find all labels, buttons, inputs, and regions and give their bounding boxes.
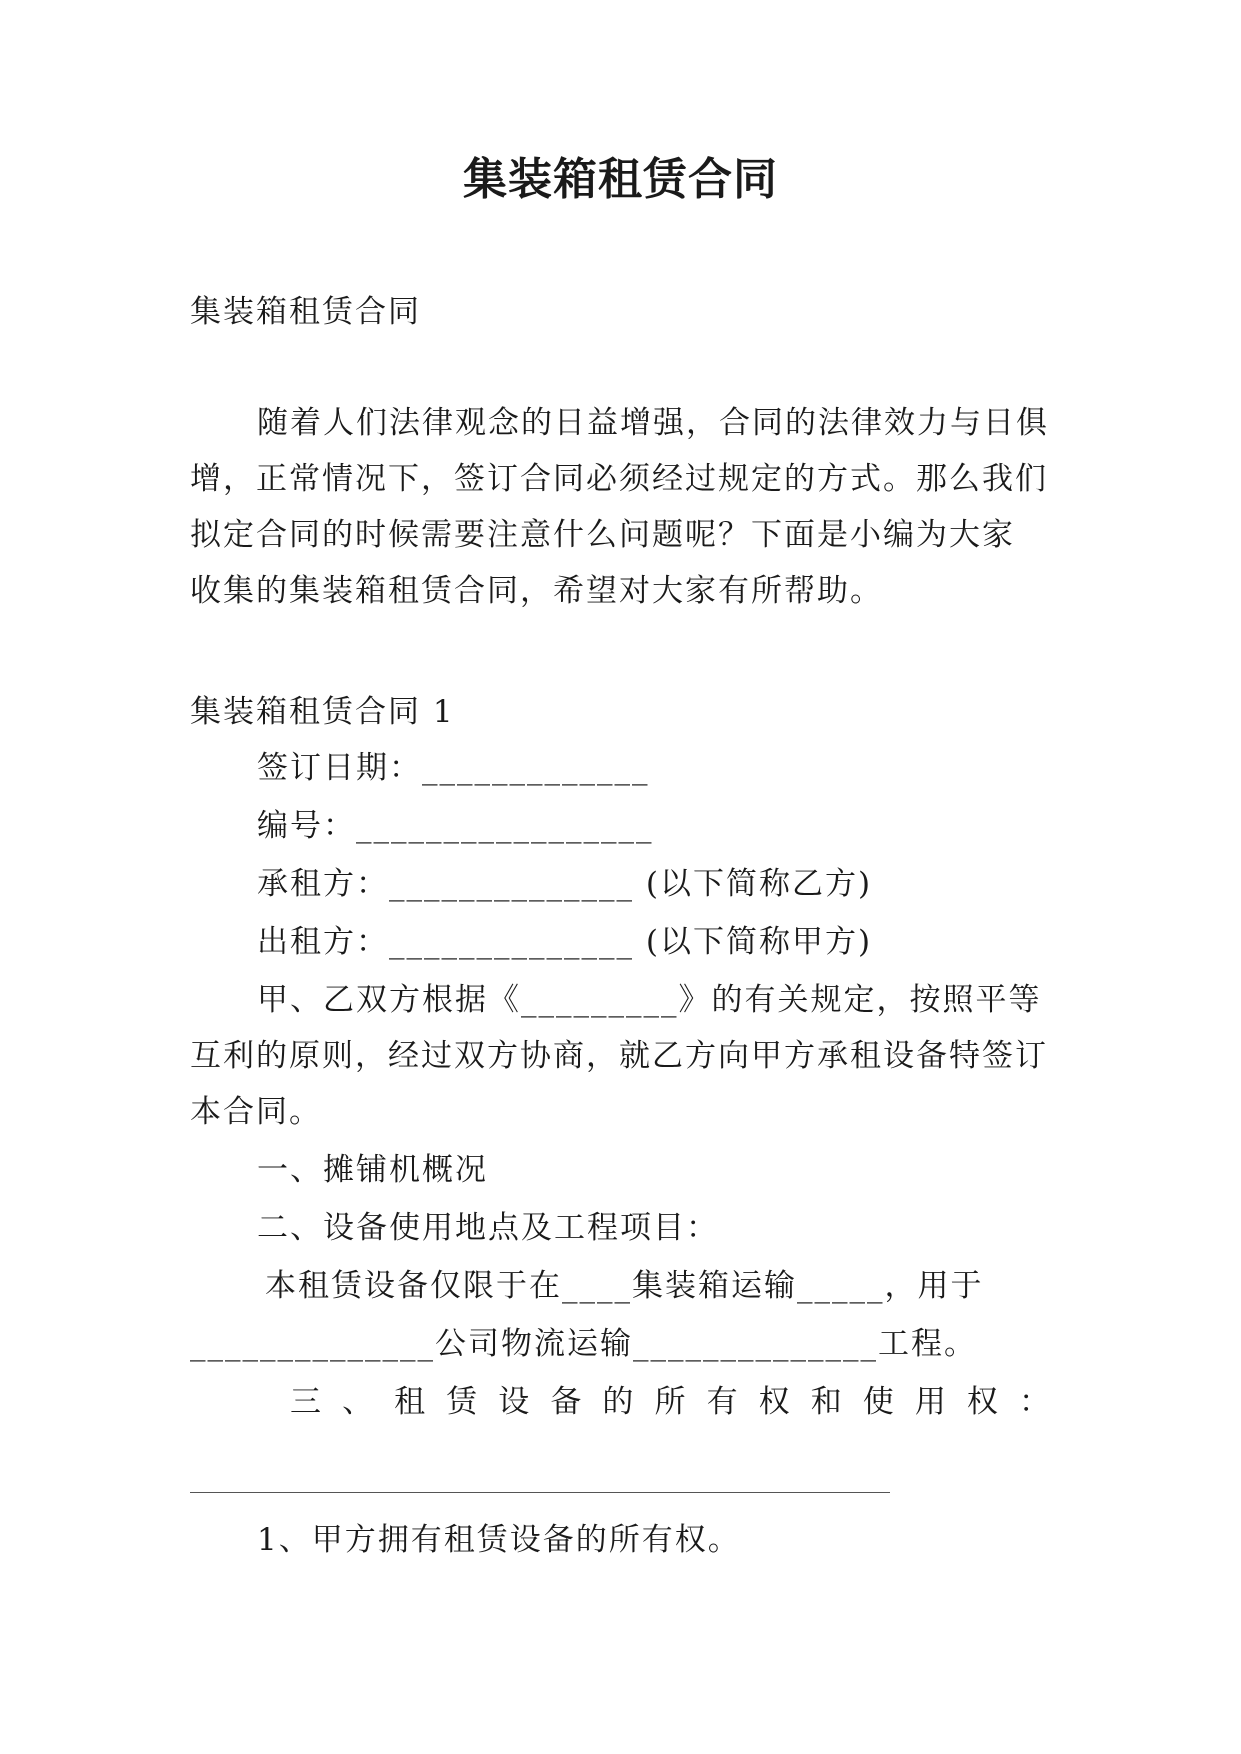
agreement-line-2: 互利的原则，经过双方协商，就乙方向甲方承租设备特签订	[190, 1038, 1048, 1074]
agreement-line-3: 本合同。	[190, 1094, 322, 1130]
intro-line-1: 随着人们法律观念的日益增强，合同的法律效力与日俱	[257, 405, 1049, 441]
clause-3-blank-line	[190, 1492, 890, 1493]
agreement-line-1: 甲、乙双方根据《_________》的有关规定，按照平等	[257, 982, 1042, 1018]
intro-line-4: 收集的集装箱租赁合同，希望对大家有所帮助。	[190, 573, 883, 609]
document-title: 集装箱租赁合同	[463, 154, 778, 205]
number-field: 编号：_________________	[257, 808, 654, 844]
clause-2-body-line-2: ______________公司物流运输______________工程。	[190, 1326, 977, 1362]
clause-2-heading: 二、设备使用地点及工程项目：	[257, 1210, 719, 1246]
section-title: 集装箱租赁合同 1	[190, 694, 455, 730]
intro-line-3: 拟定合同的时候需要注意什么问题呢？下面是小编为大家	[190, 517, 1015, 553]
intro-line-2: 增，正常情况下，签订合同必须经过规定的方式。那么我们	[190, 461, 1048, 497]
sign-date-field: 签订日期：_____________	[257, 750, 650, 786]
item-1: 1、甲方拥有租赁设备的所有权。	[257, 1522, 741, 1558]
lessee-field: 承租方：______________ (以下简称乙方)	[257, 866, 873, 902]
clause-2-body-line-1: 本租赁设备仅限于在____集装箱运输_____，用于	[265, 1268, 984, 1304]
clause-1-heading: 一、摊铺机概况	[257, 1152, 488, 1188]
document-subtitle: 集装箱租赁合同	[190, 294, 421, 330]
clause-3-heading: 三、租赁设备的所有权和使用权：	[290, 1384, 1050, 1420]
lessor-field: 出租方：______________ (以下简称甲方)	[257, 924, 873, 960]
